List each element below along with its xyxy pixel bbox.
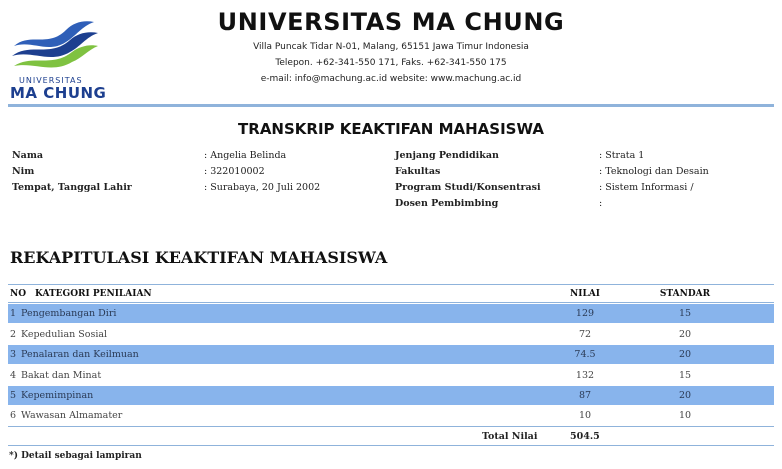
row-no: 6 xyxy=(10,410,17,421)
address-line: Villa Puncak Tidar N-01, Malang, 65151 Jawa Timur Indonesia xyxy=(253,42,529,52)
university-title: UNIVERSITAS MA CHUNG xyxy=(217,8,565,36)
row-nilai: 74.5 xyxy=(574,349,596,360)
row-no: 5 xyxy=(10,390,17,401)
info-value-dosen: : xyxy=(599,198,603,209)
total-label: Total Nilai xyxy=(482,431,538,442)
row-nilai: 129 xyxy=(575,308,595,319)
row-no: 3 xyxy=(10,349,17,360)
info-value-fakultas: : Teknologi dan Desain xyxy=(599,166,709,177)
info-label-fakultas: Fakultas xyxy=(395,166,441,177)
col-header-no: NO xyxy=(10,289,27,299)
total-value: 504.5 xyxy=(570,431,600,442)
col-header-nilai: NILAI xyxy=(570,289,600,299)
phone-line: Telepon. +62-341-550 171, Faks. +62-341-550 175 xyxy=(275,58,507,68)
row-nilai: 87 xyxy=(578,390,592,401)
row-standar: 15 xyxy=(678,370,692,381)
info-value-birth: : Surabaya, 20 Juli 2002 xyxy=(204,182,321,193)
row-category: Kepemimpinan xyxy=(21,390,94,401)
table-row xyxy=(8,345,774,364)
info-label-jenjang: Jenjang Pendidikan xyxy=(395,150,499,161)
info-value-name: : Angelia Belinda xyxy=(204,150,287,161)
header-divider xyxy=(8,104,774,107)
row-standar: 20 xyxy=(678,390,692,401)
row-standar: 20 xyxy=(678,349,692,360)
logo-text-small: UNIVERSITAS xyxy=(19,76,83,85)
row-nilai: 10 xyxy=(578,410,592,421)
logo-text-big: MA CHUNG xyxy=(10,84,107,102)
col-header-category: KATEGORI PENILAIAN xyxy=(35,289,152,299)
info-label-name: Nama xyxy=(12,150,44,161)
row-standar: 15 xyxy=(678,308,692,319)
row-category: Penalaran dan Keilmuan xyxy=(21,349,139,360)
table-row xyxy=(8,406,774,425)
row-no: 4 xyxy=(10,370,17,381)
table-bottom-line xyxy=(8,426,774,427)
row-nilai: 72 xyxy=(578,329,592,340)
row-category: Bakat dan Minat xyxy=(21,370,102,381)
row-category: Wawasan Almamater xyxy=(21,410,123,421)
row-standar: 20 xyxy=(678,329,692,340)
contact-line: e-mail: info@machung.ac.id website: www.machung.ac.id xyxy=(260,74,522,84)
footnote: *) Detail sebagai lampiran xyxy=(9,451,142,461)
row-no: 1 xyxy=(10,308,17,319)
row-standar: 10 xyxy=(678,410,692,421)
table-row xyxy=(8,386,774,405)
row-category: Kepedulian Sosial xyxy=(21,329,108,340)
info-value-prodi: : Sistem Informasi / xyxy=(599,182,694,193)
total-line xyxy=(8,445,774,446)
table-row xyxy=(8,304,774,323)
info-value-nim: : 322010002 xyxy=(204,166,265,177)
table-row xyxy=(8,325,774,344)
info-value-jenjang: : Strata 1 xyxy=(599,150,645,161)
col-header-standar: STANDAR xyxy=(659,289,711,299)
row-no: 2 xyxy=(10,329,17,340)
table-row xyxy=(8,366,774,385)
info-label-prodi: Program Studi/Konsentrasi xyxy=(395,182,541,193)
info-label-dosen: Dosen Pembimbing xyxy=(395,198,499,209)
info-label-birth: Tempat, Tanggal Lahir xyxy=(12,182,132,193)
row-category: Pengembangan Diri xyxy=(21,308,117,319)
document-title: TRANSKRIP KEAKTIFAN MAHASISWA xyxy=(238,120,544,138)
table-top-line xyxy=(8,284,774,285)
recap-title: REKAPITULASI KEAKTIFAN MAHASISWA xyxy=(10,248,388,267)
table-header-line xyxy=(8,302,774,303)
info-label-nim: Nim xyxy=(12,166,35,177)
row-nilai: 132 xyxy=(575,370,595,381)
